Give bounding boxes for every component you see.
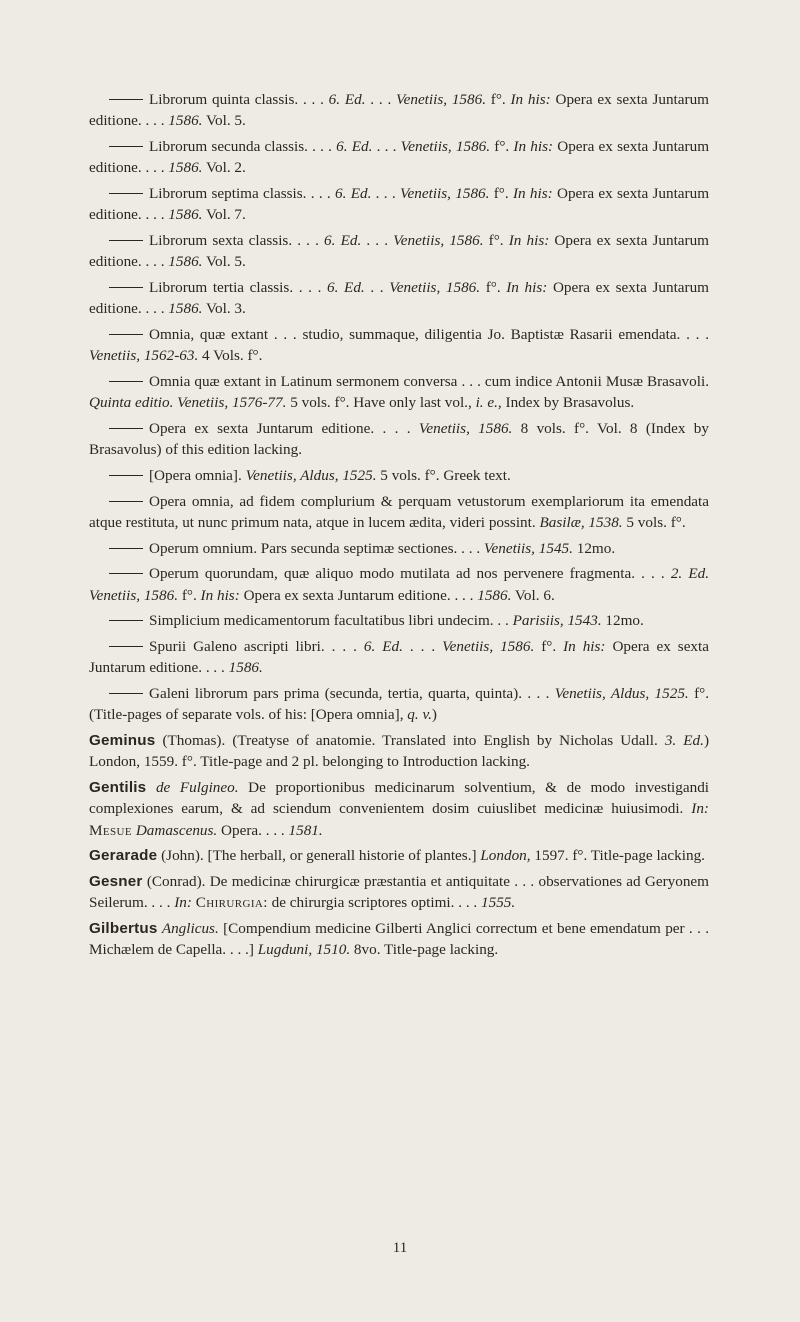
italic-text: Venetiis, 1586.	[442, 637, 535, 655]
entry-text: . . .	[371, 185, 400, 202]
entry-text: [Compendium medicine Gilberti Anglici correctum et bene emendatum per . . . Michælem de Capella. . . .]	[89, 919, 710, 959]
italic-text: 2. Ed. Venetiis, 1586.	[89, 565, 709, 604]
entry-heading: Gerarade	[89, 847, 158, 865]
italic-text: Lugduni, 1510.	[257, 941, 351, 959]
italic-text: 1586.	[168, 112, 203, 130]
entry-text: ) London, 1559. f°. Title-page and 2 pl. belonging to Introduction lacking.	[89, 731, 709, 771]
italic-text: 6. Ed.	[336, 138, 373, 155]
entry-text: (Thomas). (Treatyse of anatomie. Translated into English by Nicholas Udall.	[155, 731, 665, 749]
entry-text: Spurii Galeno ascripti libri. . . .	[149, 637, 364, 655]
entry-text: Opera omnia, ad fidem complurium & perquam vetustorum exemplariorum ita emendata atque restituta, ut nunc primum nata, atque in lucem ædita, videri possint.	[89, 492, 709, 531]
ditto-dash	[109, 428, 143, 429]
ditto-dash	[109, 287, 143, 288]
ditto-dash	[109, 475, 143, 476]
entry-text: Opera ex sexta Juntarum editione. . . .	[89, 637, 709, 677]
bibliography-entry	[89, 730, 709, 773]
italic-text: Venetiis, Aldus, 1525.	[245, 467, 377, 484]
italic-text: Venetiis, Aldus, 1525.	[554, 684, 689, 702]
entry-text: 8 vols. f°. Vol. 8 (Index by Brasavolus) of this edition lacking.	[89, 420, 709, 459]
entry-text: Librorum secunda classis. . . .	[149, 138, 337, 155]
ditto-dash	[109, 334, 143, 335]
entry-text: Opera ex sexta Juntarum editione. . . .	[239, 586, 478, 604]
italic-text: Venetiis, 1586.	[399, 185, 490, 202]
entry-text: Librorum quinta classis. . . .	[149, 91, 329, 108]
entry-text: Opera ex sexta Juntarum editione. . . .	[89, 279, 709, 318]
bibliography-subentry	[89, 563, 709, 606]
ditto-dash	[109, 381, 143, 382]
italic-text: 6. Ed.	[335, 185, 372, 202]
bibliography-subentry	[89, 371, 709, 414]
italic-text: In his:	[508, 232, 550, 249]
italic-text: Venetiis, 1562-63.	[89, 347, 199, 365]
italic-text: 6. Ed.	[363, 637, 403, 655]
italic-text: In his:	[512, 185, 553, 202]
italic-text: Venetiis, 1586.	[418, 420, 513, 437]
entry-text: Opera ex sexta Juntarum editione. . . .	[89, 91, 709, 130]
italic-text: Quinta editio. Venetiis, 1576-77.	[89, 394, 287, 412]
entry-text: . . .	[402, 637, 443, 655]
entry-text: Opera. . . .	[217, 821, 289, 839]
italic-text: 1586.	[168, 253, 203, 271]
entry-text: 5 vols. f°.	[622, 514, 686, 531]
entry-text: . .	[364, 279, 390, 296]
entry-text: Galeni librorum pars prima (secunda, tertia, quarta, quinta). . . .	[149, 684, 555, 702]
entry-text: 1597. f°. Title-page lacking.	[530, 847, 705, 865]
bibliography-subentry	[89, 636, 709, 679]
entry-text: . . .	[365, 91, 397, 108]
entry-text: f°. (Title-pages of separate vols. of his: [Opera omnia],	[89, 684, 709, 724]
entry-text: f°.	[483, 232, 509, 249]
italic-text: q. v.	[407, 706, 432, 724]
small-caps-text: Mesue	[89, 821, 133, 839]
entry-text: Vol. 5.	[202, 112, 246, 130]
italic-text: Venetiis, 1545.	[483, 539, 573, 557]
italic-text: In:	[174, 894, 192, 912]
entry-heading: Gilbertus	[89, 919, 158, 937]
entry-text: Vol. 3.	[202, 300, 246, 318]
italic-text: 6. Ed.	[327, 279, 365, 296]
italic-text: 1555.	[481, 894, 516, 912]
italic-text: i. e.,	[475, 394, 502, 412]
italic-text: Basilæ, 1538.	[539, 514, 623, 531]
entry-text: Opera ex sexta Juntarum editione. . . .	[89, 138, 710, 177]
bibliography-entry	[89, 918, 709, 961]
entry-text: f°.	[480, 279, 507, 296]
entry-text: Omnia, quæ extant . . . studio, summaque, diligentia Jo. Baptistæ Rasarii emendata. . . .	[149, 326, 709, 343]
entry-text: Simplicium medicamentorum facultatibus libri undecim. . .	[149, 612, 513, 630]
italic-text: Venetiis, 1586.	[400, 138, 491, 155]
bibliography-entry	[89, 871, 709, 914]
italic-text: Anglicus.	[161, 919, 219, 937]
entry-text: 12mo.	[572, 539, 616, 557]
italic-text: 1586.	[228, 659, 263, 677]
entry-text: f°.	[178, 586, 201, 604]
bibliography-subentry	[89, 491, 709, 534]
italic-text: 1586.	[168, 206, 203, 224]
italic-text: In his:	[200, 586, 240, 604]
entry-heading: Gesner	[89, 872, 143, 890]
entry-text: . . .	[372, 138, 401, 155]
entry-heading: Gentilis	[89, 778, 147, 796]
italic-text: 1581.	[288, 821, 323, 839]
ditto-dash	[109, 573, 143, 574]
italic-text: 6. Ed.	[324, 232, 362, 249]
italic-text: 1586.	[168, 159, 203, 177]
italic-text: Damascenus.	[135, 821, 218, 839]
small-caps-text: Chirurgia:	[195, 894, 268, 912]
ditto-dash	[109, 240, 143, 241]
entry-text: f°.	[490, 138, 514, 155]
entry-text: Omnia quæ extant in Latinum sermonem conversa . . . cum indice Antonii Musæ Brasavoli.	[149, 373, 709, 390]
bibliography-subentry	[89, 538, 709, 559]
italic-text: 1586.	[477, 586, 512, 604]
bibliography-subentry	[89, 277, 709, 320]
entry-text: 8vo. Title-page lacking.	[350, 941, 499, 959]
bibliography-subentry	[89, 183, 709, 226]
entry-text: 5 vols. f°. Have only last vol.,	[286, 394, 476, 412]
entry-text: de chirurgia scriptores optimi. . . .	[267, 894, 482, 912]
entry-text: f°.	[489, 185, 513, 202]
bibliography-subentry	[89, 465, 709, 486]
italic-text: London,	[480, 847, 531, 865]
entry-text: Vol. 5.	[202, 253, 246, 271]
ditto-dash	[109, 193, 143, 194]
italic-text: In his:	[563, 637, 606, 655]
entry-text: 12mo.	[601, 612, 644, 630]
italic-text: 3. Ed.	[664, 731, 704, 749]
ditto-dash	[109, 693, 143, 694]
entry-text: Vol. 2.	[202, 159, 246, 177]
entry-text: [Opera omnia].	[149, 467, 246, 484]
entry-text: Vol. 6.	[511, 586, 555, 604]
entry-text: Operum quorundam, quæ aliquo modo mutilata ad nos pervenere fragmenta. . . .	[149, 565, 671, 583]
entry-text: 4 Vols. f°.	[198, 347, 263, 365]
entry-text: (John). [The herball, or generall historie of plantes.]	[157, 847, 481, 865]
ditto-dash	[109, 620, 143, 621]
entry-text: (Conrad). De medicinæ chirurgicæ præstantia et antiquitate . . . observationes ad Geryonem Seilerum. . . .	[89, 872, 709, 912]
italic-text: Venetiis, 1586.	[393, 232, 484, 249]
italic-text: Venetiis, 1586.	[389, 279, 481, 296]
italic-text: 1586.	[168, 300, 203, 318]
bibliography-column	[89, 89, 709, 965]
entry-text: . . .	[361, 232, 394, 249]
entry-text: Vol. 7.	[202, 206, 246, 224]
italic-text: 6. Ed.	[328, 91, 366, 108]
ditto-dash	[109, 501, 143, 502]
entry-heading: Geminus	[89, 731, 156, 749]
bibliography-entry	[89, 777, 709, 841]
ditto-dash	[109, 646, 143, 647]
italic-text: de Fulgineo.	[155, 778, 239, 796]
entry-text: Operum omnium. Pars secunda septimæ sectiones. . . .	[149, 539, 484, 557]
entry-text: Opera ex sexta Juntarum editione. . . .	[89, 185, 710, 224]
bibliography-entry	[89, 845, 709, 866]
entry-text: Librorum tertia classis. . . .	[149, 279, 328, 296]
italic-text: In his:	[513, 138, 554, 155]
page-number: 11	[392, 1240, 408, 1256]
bibliography-subentry	[89, 610, 709, 631]
entry-text	[146, 779, 156, 796]
entry-text: Index by Brasavolus.	[501, 394, 635, 412]
entry-text: f°.	[486, 91, 511, 108]
entry-text: Opera ex sexta Juntarum editione. . . .	[89, 232, 709, 271]
italic-text: In his:	[510, 91, 551, 108]
ditto-dash	[109, 548, 143, 549]
bibliography-subentry	[89, 418, 709, 461]
entry-text: Librorum sexta classis. . . .	[149, 232, 325, 249]
ditto-dash	[109, 146, 143, 147]
bibliography-subentry	[89, 324, 709, 367]
italic-text: Parisiis, 1543.	[512, 612, 602, 630]
entry-text: )	[431, 706, 437, 724]
bibliography-subentry	[89, 683, 709, 726]
ditto-dash	[109, 99, 143, 100]
italic-text: In his:	[506, 279, 548, 296]
bibliography-subentry	[89, 230, 709, 273]
entry-text: Opera ex sexta Juntarum editione. . . .	[149, 420, 419, 437]
entry-text: f°.	[534, 637, 564, 655]
entry-text: De proportionibus medicinarum solventium, & de modo investigandi complexiones earum, & ad sciendum convenientem dosim cuiuslibet medicinæ huiusimodi.	[89, 778, 710, 818]
entry-text: Librorum septima classis. . . .	[149, 185, 336, 202]
bibliography-subentry	[89, 89, 709, 132]
bibliography-subentry	[89, 136, 709, 179]
italic-text: Venetiis, 1586.	[396, 91, 486, 108]
entry-text: 5 vols. f°. Greek text.	[376, 467, 511, 484]
italic-text: In:	[691, 800, 709, 818]
